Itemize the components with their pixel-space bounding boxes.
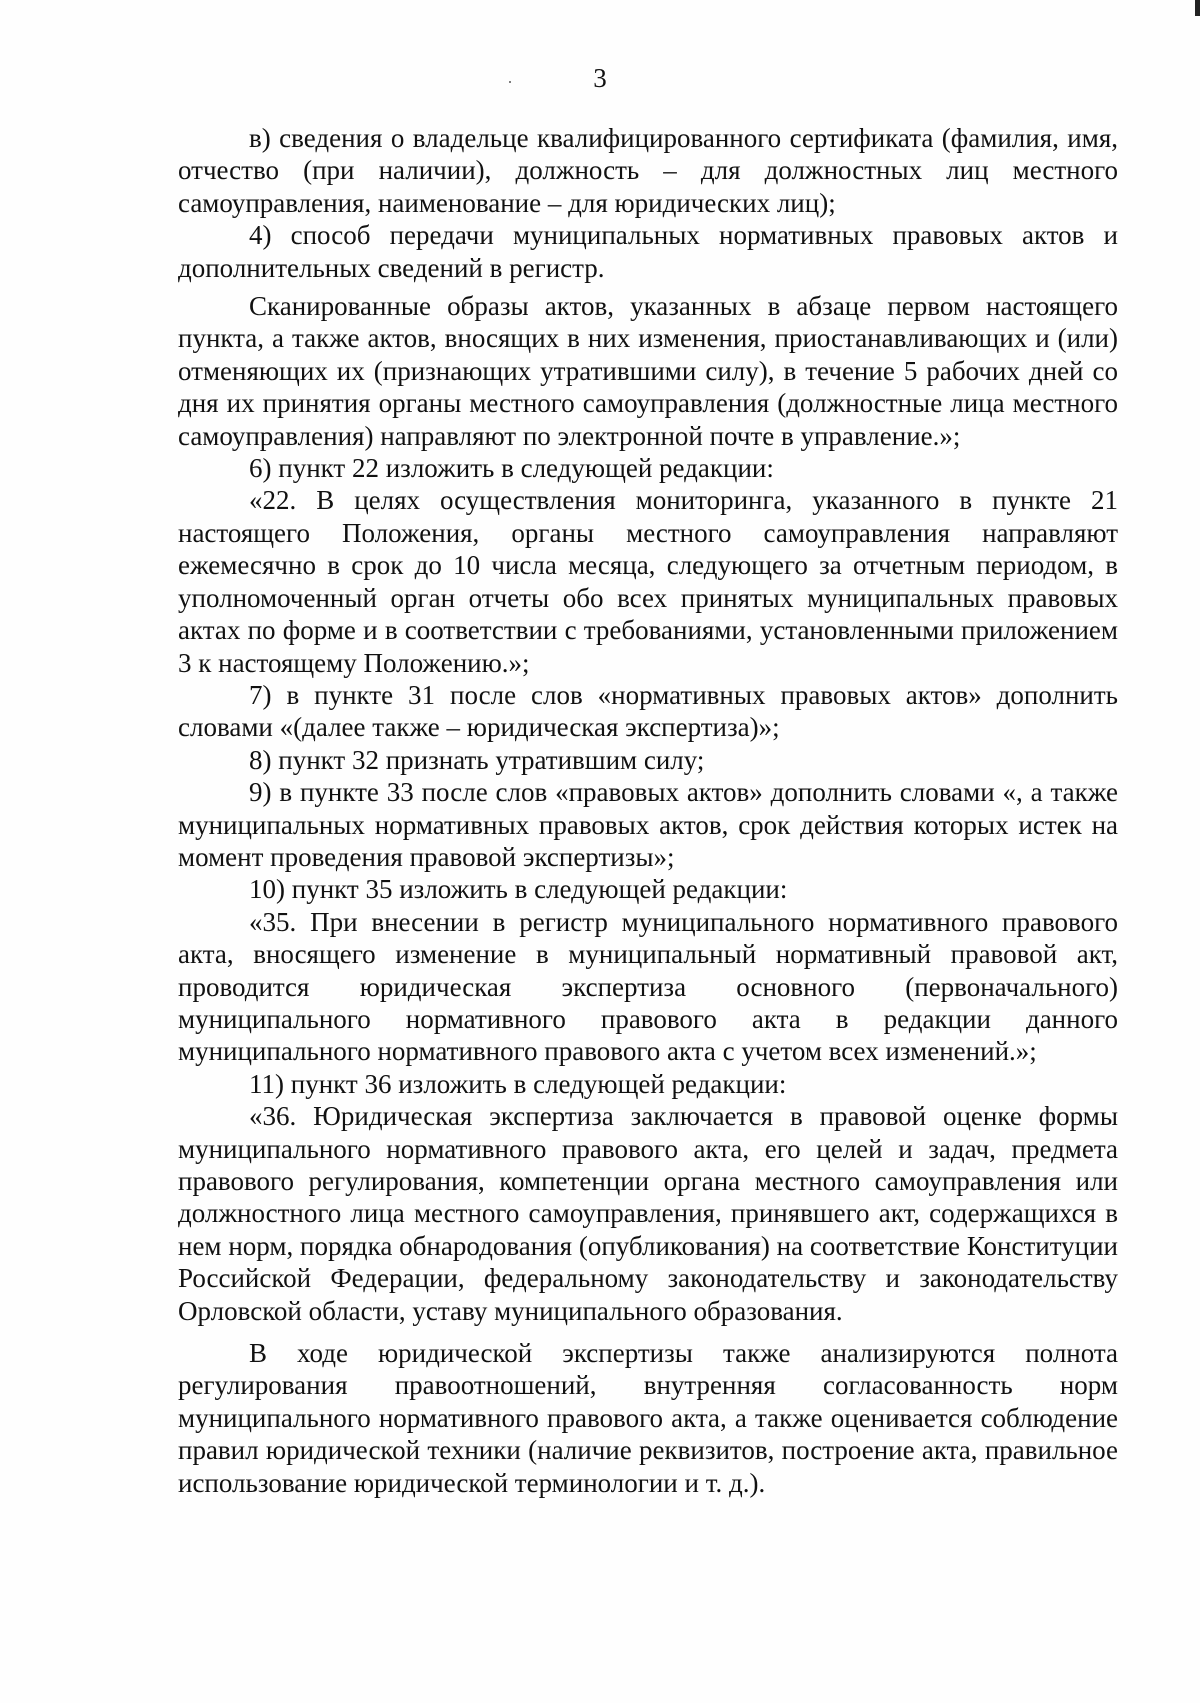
paragraph-item-v-owner-info: в) сведения о владельце квалифицированного сертификата (фамилия, имя, отчество (при наличии), должность – для должностных лиц местного самоуправления, наименование – для юридических лиц); [178,123,1118,218]
paragraph-item-4-transfer-method: 4) способ передачи муниципальных нормативных правовых актов и дополнительных сведений в регистр. [178,220,1118,283]
paragraph-expertise-analysis: В ходе юридической экспертизы также анализируются полнота регулирования правоотношений, внутренняя согласованность норм муниципального нормативного правового акта, а также оценивается соблюдение правил юридической техники (наличие реквизитов, построение акта, правильное использование юридической терминологии и т. д.). [178,1338,1118,1498]
document-body [178,122,1118,1499]
paragraph-clause-22: «22. В целях осуществления мониторинга, указанного в пункте 21 настоящего Положения, органы местного самоуправления направляют ежемесячно в срок до 10 числа месяца, следующего за отчетным периодом, в уполномоченный орган отчеты обо всех принятых муниципальных правовых актах по форме и в соответствии с требованиями, установленными приложением 3 к настоящему Положению.»; [178,485,1118,678]
paragraph-amendment-8: 8) пункт 32 признать утратившим силу; [249,744,705,775]
paragraph-clause-35: «35. При внесении в регистр муниципального нормативного правового акта, вносящего изменение в муниципальный нормативный правовой акт, проводится юридическая экспертиза основного (первоначального) муниципального нормативного правового акта в редакции данного муниципального нормативного правового акта с учетом всех изменений.»; [178,906,1118,1067]
paragraph-amendment-6: 6) пункт 22 изложить в следующей редакции: [249,453,774,484]
paragraph-amendment-11: 11) пункт 36 изложить в следующей редакции: [249,1068,787,1099]
scan-edge-mark [1195,0,1200,16]
paragraph-amendment-10: 10) пункт 35 изложить в следующей редакции: [249,874,788,905]
paragraph-scanned-images: Сканированные образы актов, указанных в абзаце первом настоящего пункта, а также актов, вносящих в них изменения, приостанавливающих и (или) отменяющих их (признающих утратившими силу), в течение 5 рабочих дней со дня их принятия органы местного самоуправления (должностные лица местного самоуправления) направляют по электронной почте в управление.»; [178,291,1118,451]
paragraph-clause-36: «36. Юридическая экспертиза заключается в правовой оценке формы муниципального нормативного правового акта, его целей и задач, предмета правового регулирования, компетенции органа местного самоуправления или должностного лица местного самоуправления, принявшего акт, содержащихся в нем норм, порядка обнародования (опубликования) на соответствие Конституции Российской Федерации, федеральному законодательству и законодательству Орловской области, уставу муниципального образования. [178,1101,1118,1326]
paragraph-amendment-9: 9) в пункте 33 после слов «правовых актов» дополнить словами «, а также муниципальных нормативных правовых актов, срок действия которых истек на момент проведения правовой экспертизы»; [178,777,1118,872]
paragraph-amendment-7: 7) в пункте 31 после слов «нормативных правовых актов» дополнить словами «(далее также – юридическая экспертиза)»; [178,679,1118,743]
page-number: 3 [593,63,607,93]
